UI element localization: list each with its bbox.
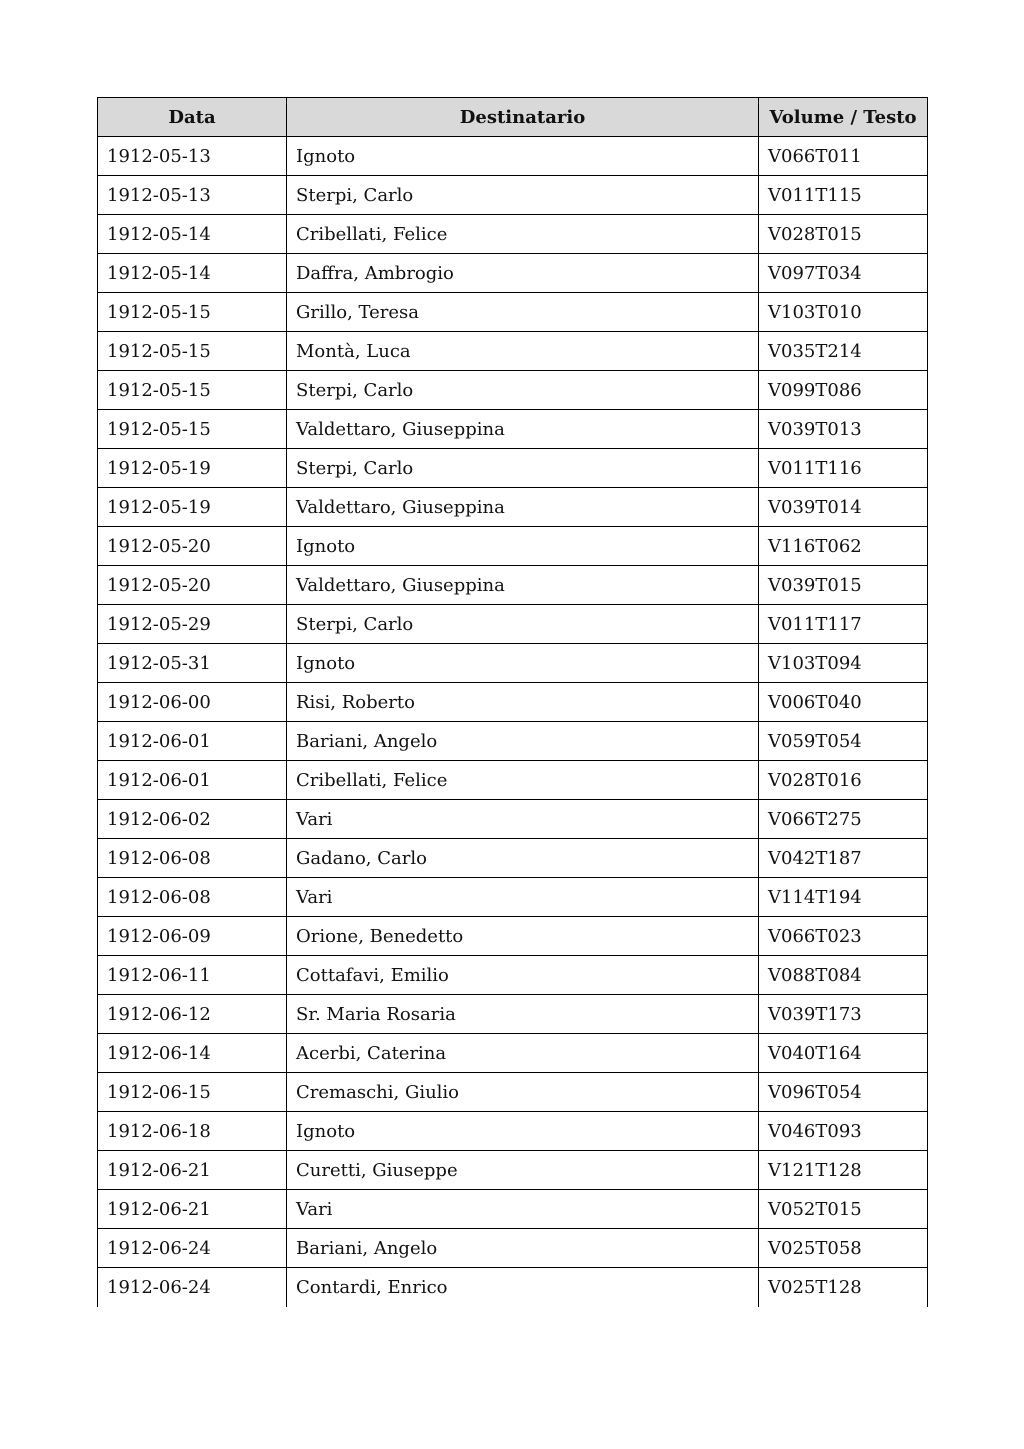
cell-date: 1912-05-20 (98, 566, 287, 605)
cell-date: 1912-06-02 (98, 800, 287, 839)
table-row (98, 254, 928, 293)
table-row (98, 722, 928, 761)
cell-volume-text: V025T128 (759, 1268, 928, 1307)
cell-date: 1912-06-14 (98, 1034, 287, 1073)
cell-volume-text: V103T010 (759, 293, 928, 332)
cell-volume-text: V096T054 (759, 1073, 928, 1112)
cell-recipient: Vari (287, 878, 759, 917)
cell-date: 1912-05-13 (98, 176, 287, 215)
cell-recipient: Sterpi, Carlo (287, 605, 759, 644)
table-row (98, 176, 928, 215)
table-row (98, 1151, 928, 1190)
cell-date: 1912-05-29 (98, 605, 287, 644)
cell-volume-text: V066T275 (759, 800, 928, 839)
table-row (98, 1229, 928, 1268)
cell-recipient: Ignoto (287, 527, 759, 566)
table-row (98, 293, 928, 332)
cell-recipient: Daffra, Ambrogio (287, 254, 759, 293)
table-row (98, 644, 928, 683)
cell-recipient: Sterpi, Carlo (287, 176, 759, 215)
cell-date: 1912-06-00 (98, 683, 287, 722)
cell-date: 1912-06-08 (98, 839, 287, 878)
cell-volume-text: V116T062 (759, 527, 928, 566)
cell-date: 1912-05-20 (98, 527, 287, 566)
cell-recipient: Ignoto (287, 1112, 759, 1151)
cell-date: 1912-05-19 (98, 488, 287, 527)
cell-date: 1912-06-01 (98, 722, 287, 761)
cell-volume-text: V035T214 (759, 332, 928, 371)
cell-recipient: Cribellati, Felice (287, 761, 759, 800)
cell-recipient: Cribellati, Felice (287, 215, 759, 254)
cell-recipient: Ignoto (287, 137, 759, 176)
cell-date: 1912-05-15 (98, 332, 287, 371)
cell-volume-text: V025T058 (759, 1229, 928, 1268)
table-row (98, 371, 928, 410)
table-row (98, 956, 928, 995)
header-date: Data (98, 98, 287, 137)
cell-recipient: Valdettaro, Giuseppina (287, 566, 759, 605)
cell-date: 1912-05-15 (98, 410, 287, 449)
cell-date: 1912-06-24 (98, 1268, 287, 1307)
cell-recipient: Risi, Roberto (287, 683, 759, 722)
cell-volume-text: V114T194 (759, 878, 928, 917)
cell-date: 1912-06-01 (98, 761, 287, 800)
cell-recipient: Sr. Maria Rosaria (287, 995, 759, 1034)
cell-volume-text: V042T187 (759, 839, 928, 878)
cell-recipient: Contardi, Enrico (287, 1268, 759, 1307)
cell-volume-text: V006T040 (759, 683, 928, 722)
cell-volume-text: V046T093 (759, 1112, 928, 1151)
cell-recipient: Sterpi, Carlo (287, 449, 759, 488)
table-row (98, 449, 928, 488)
table-row (98, 995, 928, 1034)
table-row (98, 527, 928, 566)
cell-volume-text: V039T013 (759, 410, 928, 449)
table-body (98, 137, 928, 1307)
table-row (98, 566, 928, 605)
cell-volume-text: V121T128 (759, 1151, 928, 1190)
cell-volume-text: V039T014 (759, 488, 928, 527)
cell-recipient: Valdettaro, Giuseppina (287, 488, 759, 527)
cell-date: 1912-05-13 (98, 137, 287, 176)
cell-volume-text: V028T016 (759, 761, 928, 800)
header-row (98, 98, 928, 137)
cell-date: 1912-05-19 (98, 449, 287, 488)
cell-date: 1912-06-12 (98, 995, 287, 1034)
cell-volume-text: V097T034 (759, 254, 928, 293)
cell-volume-text: V066T011 (759, 137, 928, 176)
cell-volume-text: V011T117 (759, 605, 928, 644)
cell-recipient: Orione, Benedetto (287, 917, 759, 956)
cell-recipient: Vari (287, 1190, 759, 1229)
cell-date: 1912-06-09 (98, 917, 287, 956)
cell-volume-text: V059T054 (759, 722, 928, 761)
cell-recipient: Cremaschi, Giulio (287, 1073, 759, 1112)
cell-recipient: Gadano, Carlo (287, 839, 759, 878)
table-row (98, 839, 928, 878)
cell-recipient: Grillo, Teresa (287, 293, 759, 332)
table-row (98, 410, 928, 449)
cell-date: 1912-06-15 (98, 1073, 287, 1112)
cell-volume-text: V103T094 (759, 644, 928, 683)
table-row (98, 605, 928, 644)
cell-date: 1912-05-31 (98, 644, 287, 683)
cell-recipient: Vari (287, 800, 759, 839)
table-row (98, 800, 928, 839)
cell-volume-text: V099T086 (759, 371, 928, 410)
cell-volume-text: V011T116 (759, 449, 928, 488)
table-row (98, 215, 928, 254)
cell-recipient: Sterpi, Carlo (287, 371, 759, 410)
cell-recipient: Curetti, Giuseppe (287, 1151, 759, 1190)
header-volume-text: Volume / Testo (759, 98, 928, 137)
cell-volume-text: V039T173 (759, 995, 928, 1034)
cell-date: 1912-06-08 (98, 878, 287, 917)
cell-recipient: Montà, Luca (287, 332, 759, 371)
cell-volume-text: V040T164 (759, 1034, 928, 1073)
table-row (98, 332, 928, 371)
cell-volume-text: V039T015 (759, 566, 928, 605)
cell-date: 1912-06-24 (98, 1229, 287, 1268)
cell-date: 1912-05-15 (98, 293, 287, 332)
cell-date: 1912-05-14 (98, 254, 287, 293)
cell-date: 1912-05-15 (98, 371, 287, 410)
table-row (98, 761, 928, 800)
table-row (98, 878, 928, 917)
cell-date: 1912-05-14 (98, 215, 287, 254)
cell-recipient: Acerbi, Caterina (287, 1034, 759, 1073)
table-row (98, 1034, 928, 1073)
letters-table (97, 97, 928, 1307)
table-row (98, 1112, 928, 1151)
cell-volume-text: V052T015 (759, 1190, 928, 1229)
table-row (98, 488, 928, 527)
table-row (98, 683, 928, 722)
cell-volume-text: V066T023 (759, 917, 928, 956)
table-header (98, 98, 928, 137)
cell-recipient: Bariani, Angelo (287, 1229, 759, 1268)
table-row (98, 917, 928, 956)
cell-date: 1912-06-21 (98, 1190, 287, 1229)
cell-date: 1912-06-18 (98, 1112, 287, 1151)
header-recipient: Destinatario (287, 98, 759, 137)
table-row (98, 1073, 928, 1112)
cell-volume-text: V088T084 (759, 956, 928, 995)
cell-recipient: Cottafavi, Emilio (287, 956, 759, 995)
table-row (98, 1190, 928, 1229)
cell-recipient: Ignoto (287, 644, 759, 683)
cell-recipient: Valdettaro, Giuseppina (287, 410, 759, 449)
cell-recipient: Bariani, Angelo (287, 722, 759, 761)
table-row (98, 1268, 928, 1307)
cell-date: 1912-06-21 (98, 1151, 287, 1190)
cell-volume-text: V028T015 (759, 215, 928, 254)
cell-date: 1912-06-11 (98, 956, 287, 995)
cell-volume-text: V011T115 (759, 176, 928, 215)
table-row (98, 137, 928, 176)
